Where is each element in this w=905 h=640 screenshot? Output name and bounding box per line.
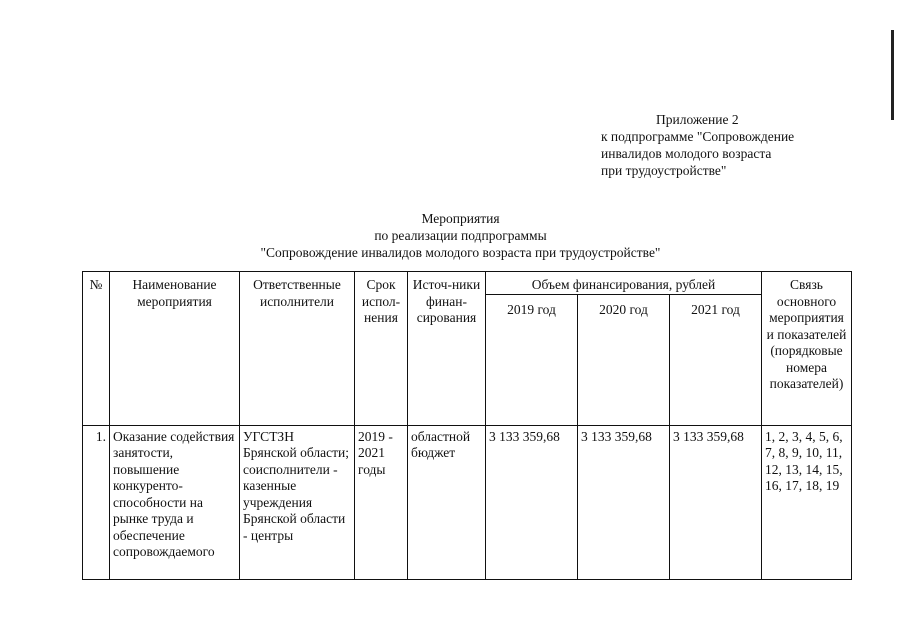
scan-edge-mark bbox=[891, 30, 894, 120]
cell-executors: УГСТЗН Брянской области; соисполнители - казенные учреждения Брянской области - центры bbox=[240, 425, 355, 579]
cell-term: 2019 - 2021 годы bbox=[355, 425, 408, 579]
header-name: Наименование мероприятия bbox=[110, 272, 240, 426]
cell-source: областной бюджет bbox=[408, 425, 486, 579]
appendix-line: при трудоустройстве" bbox=[601, 163, 727, 178]
appendix-line: к подпрограмме "Сопровождение bbox=[601, 129, 795, 144]
header-num: № bbox=[83, 272, 110, 426]
header-sources: Источ-ники финан-сирования bbox=[408, 272, 486, 426]
title-line: "Сопровождение инвалидов молодого возраста при трудоустройстве" bbox=[260, 245, 661, 260]
header-executors: Ответственные исполнители bbox=[240, 272, 355, 426]
title-line: Мероприятия bbox=[421, 211, 500, 226]
cell-link: 1, 2, 3, 4, 5, 6, 7, 8, 9, 10, 11, 12, 13, 14, 15, 16, 17, 18, 19 bbox=[762, 425, 852, 579]
header-2019: 2019 год bbox=[486, 294, 578, 425]
cell-name: Оказание содействия занятости, повышение конкуренто-способности на рынке труда и обеспечение сопровождаемого bbox=[110, 425, 240, 579]
cell-2019: 3 133 359,68 bbox=[486, 425, 578, 579]
header-term: Срок испол-нения bbox=[355, 272, 408, 426]
title-line: по реализации подпрограммы bbox=[374, 228, 547, 243]
appendix-line: Приложение 2 bbox=[656, 112, 739, 127]
cell-2020: 3 133 359,68 bbox=[578, 425, 670, 579]
cell-2021: 3 133 359,68 bbox=[670, 425, 762, 579]
document-title bbox=[178, 210, 743, 261]
appendix-line: инвалидов молодого возраста bbox=[601, 146, 772, 161]
header-link: Связь основного мероприятия и показателей (порядковые номера показателей) bbox=[762, 272, 852, 426]
header-2021: 2021 год bbox=[670, 294, 762, 425]
header-financing: Объем финансирования, рублей bbox=[486, 272, 762, 295]
table-row bbox=[83, 425, 852, 579]
measures-table bbox=[82, 271, 852, 580]
table-header-row bbox=[83, 272, 852, 295]
cell-num: 1. bbox=[83, 425, 110, 579]
appendix-block bbox=[601, 111, 794, 179]
header-2020: 2020 год bbox=[578, 294, 670, 425]
